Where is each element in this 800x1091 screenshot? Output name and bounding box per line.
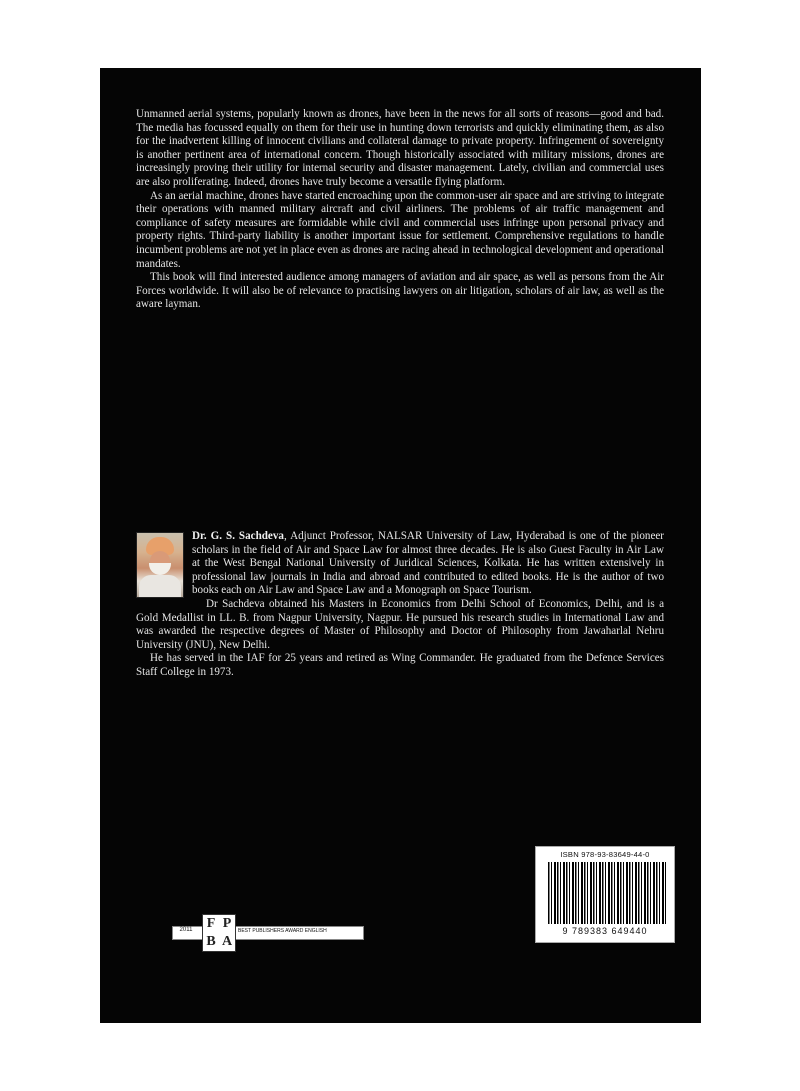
blurb-paragraph: This book will find interested audience among managers of aviation and air space, as well as persons from the Air Forces worldwide. It will also be of relevance to practising lawyers on air litigation, scholars of air law, as well as the aware layman. [136, 271, 664, 311]
barcode-bars [548, 862, 666, 924]
barcode-digits: 9 789383 649440 [562, 926, 648, 936]
award-year: 2011 [179, 927, 193, 933]
logo-letter: P [222, 916, 232, 931]
blurb-paragraph: Unmanned aerial systems, popularly known as drones, have been in the news for all sorts of reasons—good and bad. The media has focussed equally on them for their use in hunting down terrorists and quickly eliminating them, as also for the inadvertent killing of innocent civilians and collateral damage to private property. Infringement of sovereignty is another pertinent area of international concern. Though historically associated with military missions, drones are increasingly proving their utility for internal security and disaster management. Lately, civilian and commercial uses are also proliferating. Indeed, drones have truly become a versatile flying platform. [136, 108, 664, 188]
author-bio-paragraph: Dr Sachdeva obtained his Masters in Economics from Delhi School of Economics, Delhi, and is a Gold Medallist in LL. B. from Nagpur University, Nagpur. He pursued his research studies in International Law and was awarded the respective degrees of Master of Philosophy and Doctor of Philosophy from Jawaharlal Nehru University (JNU), New Delhi. [136, 597, 664, 651]
author-name: Dr. G. S. Sachdeva [192, 530, 284, 542]
logo-letter: A [221, 934, 233, 949]
author-bio [136, 530, 664, 680]
book-blurb [136, 108, 664, 312]
author-bio-paragraph: He has served in the IAF for 25 years and retired as Wing Commander. He graduated from the Defence Services Staff College in 1973. [136, 652, 664, 678]
award-label: BEST PUBLISHERS AWARD ENGLISH [238, 927, 327, 934]
back-cover [100, 68, 701, 1023]
author-bio-paragraph [136, 530, 664, 598]
fipba-logo [202, 914, 236, 952]
isbn-barcode [535, 846, 675, 943]
isbn-number: ISBN 978-93-83649-44-0 [560, 850, 650, 859]
author-bio-text: , Adjunct Professor, NALSAR University of Law, Hyderabad is one of the pioneer scholars in the field of Air and Space Law for almost three decades. He is also Guest Faculty in Air Law at the West Bengal National University of Juridical Sciences, Kolkata. He has written extensively in professional law journals in India and abroad and contributed to edited books. He is the author of two books each on Air Law and Space Law and a Monograph on Space Tourism. [192, 530, 665, 597]
blurb-paragraph: As an aerial machine, drones have started encroaching upon the common-user air space and are striving to integrate their operations with manned military aircraft and civil airliners. The problems of air traffic management and compliance of safety measures are formidable while civil and commercial uses infringe upon personal privacy and property rights. Third-party liability is another important issue for settlement. Comprehensive regulations to handle incumbent problems are not yet in place even as drones are racing ahead in technological development and operational mandates. [136, 189, 664, 270]
publisher-award-badge [172, 914, 362, 952]
logo-letter: F [206, 916, 216, 931]
logo-letter: B [206, 934, 216, 949]
author-photo [136, 532, 184, 598]
